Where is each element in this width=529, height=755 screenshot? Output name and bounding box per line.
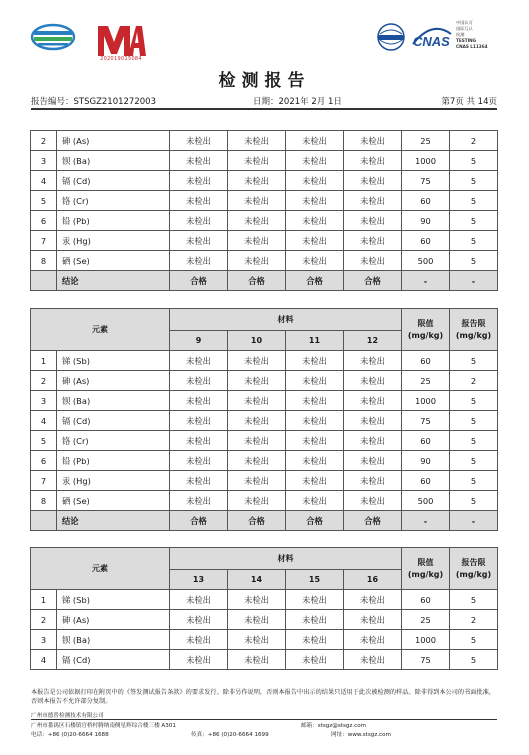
row-number: 6 (31, 211, 57, 231)
limit-value: 60 (402, 191, 450, 211)
result-value: 未检出 (286, 411, 344, 431)
result-value: 未检出 (344, 451, 402, 471)
result-value: 未检出 (228, 650, 286, 670)
result-value: 未检出 (170, 451, 228, 471)
result-value: 未检出 (344, 151, 402, 171)
row-number: 4 (31, 411, 57, 431)
result-value: 未检出 (228, 231, 286, 251)
result-value: 未检出 (286, 650, 344, 670)
result-value: 未检出 (344, 211, 402, 231)
result-value: 未检出 (170, 391, 228, 411)
report-limit-value: 2 (450, 371, 498, 391)
result-value: 未检出 (170, 610, 228, 630)
limit-value: 90 (402, 451, 450, 471)
result-value: 未检出 (286, 131, 344, 151)
row-number: 3 (31, 391, 57, 411)
result-value: 未检出 (228, 610, 286, 630)
limit-value: 60 (402, 231, 450, 251)
conclusion-row (31, 271, 498, 291)
table-row (31, 231, 498, 251)
result-value: 未检出 (344, 411, 402, 431)
row-number: 5 (31, 191, 57, 211)
element-name: 硒 (Se) (57, 251, 170, 271)
limit-value: 25 (402, 610, 450, 630)
conclusion-label: 结论 (57, 511, 170, 531)
result-value: 未检出 (286, 451, 344, 471)
result-value: 未检出 (228, 431, 286, 451)
report-limit-value: 5 (450, 191, 498, 211)
conclusion-blank (31, 271, 57, 291)
column-header-material-15: 15 (286, 570, 344, 590)
result-value: 未检出 (170, 590, 228, 610)
result-value: 未检出 (344, 650, 402, 670)
element-name: 汞 (Hg) (57, 471, 170, 491)
conclusion-report-limit: - (450, 271, 498, 291)
result-value: 未检出 (286, 191, 344, 211)
element-name: 铬 (Cr) (57, 431, 170, 451)
result-value: 未检出 (286, 630, 344, 650)
cnas-logo-icon (411, 24, 453, 50)
result-value: 未检出 (170, 171, 228, 191)
row-number: 7 (31, 471, 57, 491)
result-value: 未检出 (286, 471, 344, 491)
result-value: 未检出 (228, 471, 286, 491)
table-row (31, 211, 498, 231)
column-header-material: 材料 (170, 309, 402, 331)
table-row (31, 451, 498, 471)
result-value: 未检出 (228, 451, 286, 471)
footer-divider (31, 719, 497, 720)
table-header-row (31, 309, 498, 331)
limit-value: 60 (402, 471, 450, 491)
element-name: 砷 (As) (57, 131, 170, 151)
column-header-material-14: 14 (228, 570, 286, 590)
result-value: 未检出 (344, 431, 402, 451)
result-value: 未检出 (286, 391, 344, 411)
report-limit-value: 5 (450, 171, 498, 191)
result-value: 未检出 (344, 371, 402, 391)
conclusion-value: 合格 (170, 511, 228, 531)
row-number: 2 (31, 131, 57, 151)
ilac-mra-logo-icon (373, 22, 409, 52)
table-row (31, 590, 498, 610)
report-limit-value: 5 (450, 251, 498, 271)
conclusion-blank (31, 511, 57, 531)
row-number: 1 (31, 590, 57, 610)
limit-value: 60 (402, 431, 450, 451)
conclusion-value: 合格 (170, 271, 228, 291)
limit-value: 25 (402, 131, 450, 151)
column-header-report-limit: 报告限 (mg/kg) (450, 309, 498, 351)
report-limit-value: 5 (450, 491, 498, 511)
row-number: 5 (31, 431, 57, 451)
result-value: 未检出 (286, 431, 344, 451)
conclusion-limit: - (402, 271, 450, 291)
limit-value: 75 (402, 650, 450, 670)
column-header-material-11: 11 (286, 331, 344, 351)
conclusion-value: 合格 (228, 271, 286, 291)
disclaimer-text: 本报告是公司依据打印在附页中的《签发测试报告条款》的要求发行。除非另作说明，否则本报告中出示的结果只适用于此次被检测的样品。除非得到本公司的书面批准，否则本报告不允许部分复制。 (31, 689, 496, 705)
result-value: 未检出 (286, 491, 344, 511)
result-value: 未检出 (286, 371, 344, 391)
result-value: 未检出 (286, 211, 344, 231)
result-value: 未检出 (228, 171, 286, 191)
row-number: 7 (31, 231, 57, 251)
report-number: 报告编号：STSGZ2101272003 (31, 97, 156, 107)
limit-value: 1000 (402, 391, 450, 411)
limit-value: 75 (402, 411, 450, 431)
results-table-3 (30, 547, 498, 670)
report-limit-value: 2 (450, 131, 498, 151)
conclusion-value: 合格 (286, 511, 344, 531)
report-limit-value: 5 (450, 431, 498, 451)
table-row (31, 191, 498, 211)
result-value: 未检出 (228, 151, 286, 171)
report-header (0, 0, 529, 70)
limit-value: 500 (402, 251, 450, 271)
row-number: 3 (31, 151, 57, 171)
element-name: 硒 (Se) (57, 491, 170, 511)
cnas-accreditation-text: 中国认可 国际互认 检测 TESTING CNAS L11364 (456, 20, 488, 49)
row-number: 4 (31, 650, 57, 670)
row-number: 4 (31, 171, 57, 191)
row-number: 2 (31, 610, 57, 630)
element-name: 钡 (Ba) (57, 391, 170, 411)
result-value: 未检出 (170, 650, 228, 670)
result-value: 未检出 (344, 251, 402, 271)
result-value: 未检出 (286, 151, 344, 171)
column-header-element: 元素 (31, 309, 170, 351)
conclusion-value: 合格 (286, 271, 344, 291)
report-date: 日期：2021年 2月 1日 (253, 97, 342, 107)
results-table-1 (30, 130, 498, 291)
conclusion-limit: - (402, 511, 450, 531)
row-number: 8 (31, 491, 57, 511)
company-address: 广州市番禺区石楼镇官桥村腾纳南侧星辉综合楼三楼 A301 (31, 723, 176, 729)
report-limit-value: 5 (450, 391, 498, 411)
table-row (31, 131, 498, 151)
element-name: 砷 (As) (57, 610, 170, 630)
column-header-material-10: 10 (228, 331, 286, 351)
page-title: 检测报告 (218, 71, 311, 91)
element-name: 镉 (Cd) (57, 171, 170, 191)
column-header-material-13: 13 (170, 570, 228, 590)
element-name: 镉 (Cd) (57, 650, 170, 670)
table-row (31, 251, 498, 271)
page-number: 第7页 共 14页 (441, 97, 497, 107)
result-value: 未检出 (344, 630, 402, 650)
result-value: 未检出 (344, 391, 402, 411)
result-value: 未检出 (344, 131, 402, 151)
table-row (31, 630, 498, 650)
result-value: 未检出 (228, 351, 286, 371)
company-web: 网址：www.stsgz.com (331, 732, 392, 738)
table-header-row (31, 548, 498, 570)
report-limit-value: 5 (450, 231, 498, 251)
element-name: 锑 (Sb) (57, 590, 170, 610)
result-value: 未检出 (344, 491, 402, 511)
result-value: 未检出 (170, 351, 228, 371)
table-row (31, 351, 498, 371)
result-value: 未检出 (170, 151, 228, 171)
result-value: 未检出 (344, 171, 402, 191)
element-name: 砷 (As) (57, 371, 170, 391)
report-limit-value: 5 (450, 211, 498, 231)
result-value: 未检出 (228, 211, 286, 231)
result-value: 未检出 (286, 590, 344, 610)
result-value: 未检出 (344, 610, 402, 630)
result-value: 未检出 (170, 251, 228, 271)
company-tel: 电话：+86 (0)20-6664 1688 (31, 732, 109, 738)
company-email: 邮箱：stsgz@stsgz.com (301, 723, 367, 729)
report-limit-value: 5 (450, 351, 498, 371)
result-value: 未检出 (286, 171, 344, 191)
table-row (31, 650, 498, 670)
result-value: 未检出 (170, 371, 228, 391)
result-value: 未检出 (170, 491, 228, 511)
limit-value: 60 (402, 351, 450, 371)
result-value: 未检出 (228, 590, 286, 610)
table-row (31, 431, 498, 451)
report-limit-value: 5 (450, 650, 498, 670)
row-number: 2 (31, 371, 57, 391)
conclusion-label: 结论 (57, 271, 170, 291)
result-value: 未检出 (170, 431, 228, 451)
element-name: 铅 (Pb) (57, 451, 170, 471)
limit-value: 90 (402, 211, 450, 231)
limit-value: 60 (402, 590, 450, 610)
report-limit-value: 5 (450, 451, 498, 471)
header-divider (31, 108, 497, 110)
limit-value: 1000 (402, 151, 450, 171)
svg-text:CNAS: CNAS (413, 34, 450, 49)
report-limit-value: 5 (450, 471, 498, 491)
element-name: 镉 (Cd) (57, 411, 170, 431)
limit-value: 1000 (402, 630, 450, 650)
element-name: 铬 (Cr) (57, 191, 170, 211)
ma-number: 202019015084 (100, 56, 142, 62)
result-value: 未检出 (170, 231, 228, 251)
result-value: 未检出 (286, 251, 344, 271)
result-value: 未检出 (286, 231, 344, 251)
result-value: 未检出 (344, 231, 402, 251)
table-row (31, 411, 498, 431)
report-limit-value: 2 (450, 610, 498, 630)
column-header-material-16: 16 (344, 570, 402, 590)
element-name: 铅 (Pb) (57, 211, 170, 231)
column-header-element: 元素 (31, 548, 170, 590)
conclusion-value: 合格 (228, 511, 286, 531)
results-table-2 (30, 308, 498, 531)
result-value: 未检出 (344, 471, 402, 491)
company-name: 广州市德普检测技术有限公司 (31, 713, 104, 719)
element-name: 钡 (Ba) (57, 151, 170, 171)
column-header-report-limit: 报告限 (mg/kg) (450, 548, 498, 590)
result-value: 未检出 (286, 610, 344, 630)
table-row (31, 391, 498, 411)
result-value: 未检出 (228, 491, 286, 511)
row-number: 3 (31, 630, 57, 650)
ma-logo-icon (94, 20, 146, 60)
column-header-limit: 限值 (mg/kg) (402, 548, 450, 590)
result-value: 未检出 (228, 391, 286, 411)
report-limit-value: 5 (450, 630, 498, 650)
conclusion-value: 合格 (344, 511, 402, 531)
result-value: 未检出 (228, 251, 286, 271)
company-fax: 传真：+86 (0)20-6664 1699 (191, 732, 269, 738)
result-value: 未检出 (344, 191, 402, 211)
result-value: 未检出 (228, 371, 286, 391)
column-header-material: 材料 (170, 548, 402, 570)
conclusion-report-limit: - (450, 511, 498, 531)
column-header-material-9: 9 (170, 331, 228, 351)
table-row (31, 371, 498, 391)
result-value: 未检出 (170, 191, 228, 211)
result-value: 未检出 (170, 411, 228, 431)
result-value: 未检出 (344, 590, 402, 610)
conclusion-row (31, 511, 498, 531)
table-row (31, 151, 498, 171)
element-name: 钡 (Ba) (57, 630, 170, 650)
result-value: 未检出 (170, 471, 228, 491)
result-value: 未检出 (228, 131, 286, 151)
result-value: 未检出 (228, 411, 286, 431)
result-value: 未检出 (170, 630, 228, 650)
row-number: 1 (31, 351, 57, 371)
result-value: 未检出 (170, 131, 228, 151)
table-row (31, 471, 498, 491)
table-row (31, 610, 498, 630)
row-number: 8 (31, 251, 57, 271)
column-header-limit: 限值 (mg/kg) (402, 309, 450, 351)
limit-value: 500 (402, 491, 450, 511)
result-value: 未检出 (344, 351, 402, 371)
report-limit-value: 5 (450, 590, 498, 610)
result-value: 未检出 (170, 211, 228, 231)
element-name: 锑 (Sb) (57, 351, 170, 371)
limit-value: 75 (402, 171, 450, 191)
column-header-material-12: 12 (344, 331, 402, 351)
sts-logo-icon (30, 22, 76, 52)
table-row (31, 171, 498, 191)
row-number: 6 (31, 451, 57, 471)
report-limit-value: 5 (450, 151, 498, 171)
result-value: 未检出 (228, 191, 286, 211)
report-limit-value: 5 (450, 411, 498, 431)
conclusion-value: 合格 (344, 271, 402, 291)
result-value: 未检出 (286, 351, 344, 371)
element-name: 汞 (Hg) (57, 231, 170, 251)
limit-value: 25 (402, 371, 450, 391)
result-value: 未检出 (228, 630, 286, 650)
table-row (31, 491, 498, 511)
